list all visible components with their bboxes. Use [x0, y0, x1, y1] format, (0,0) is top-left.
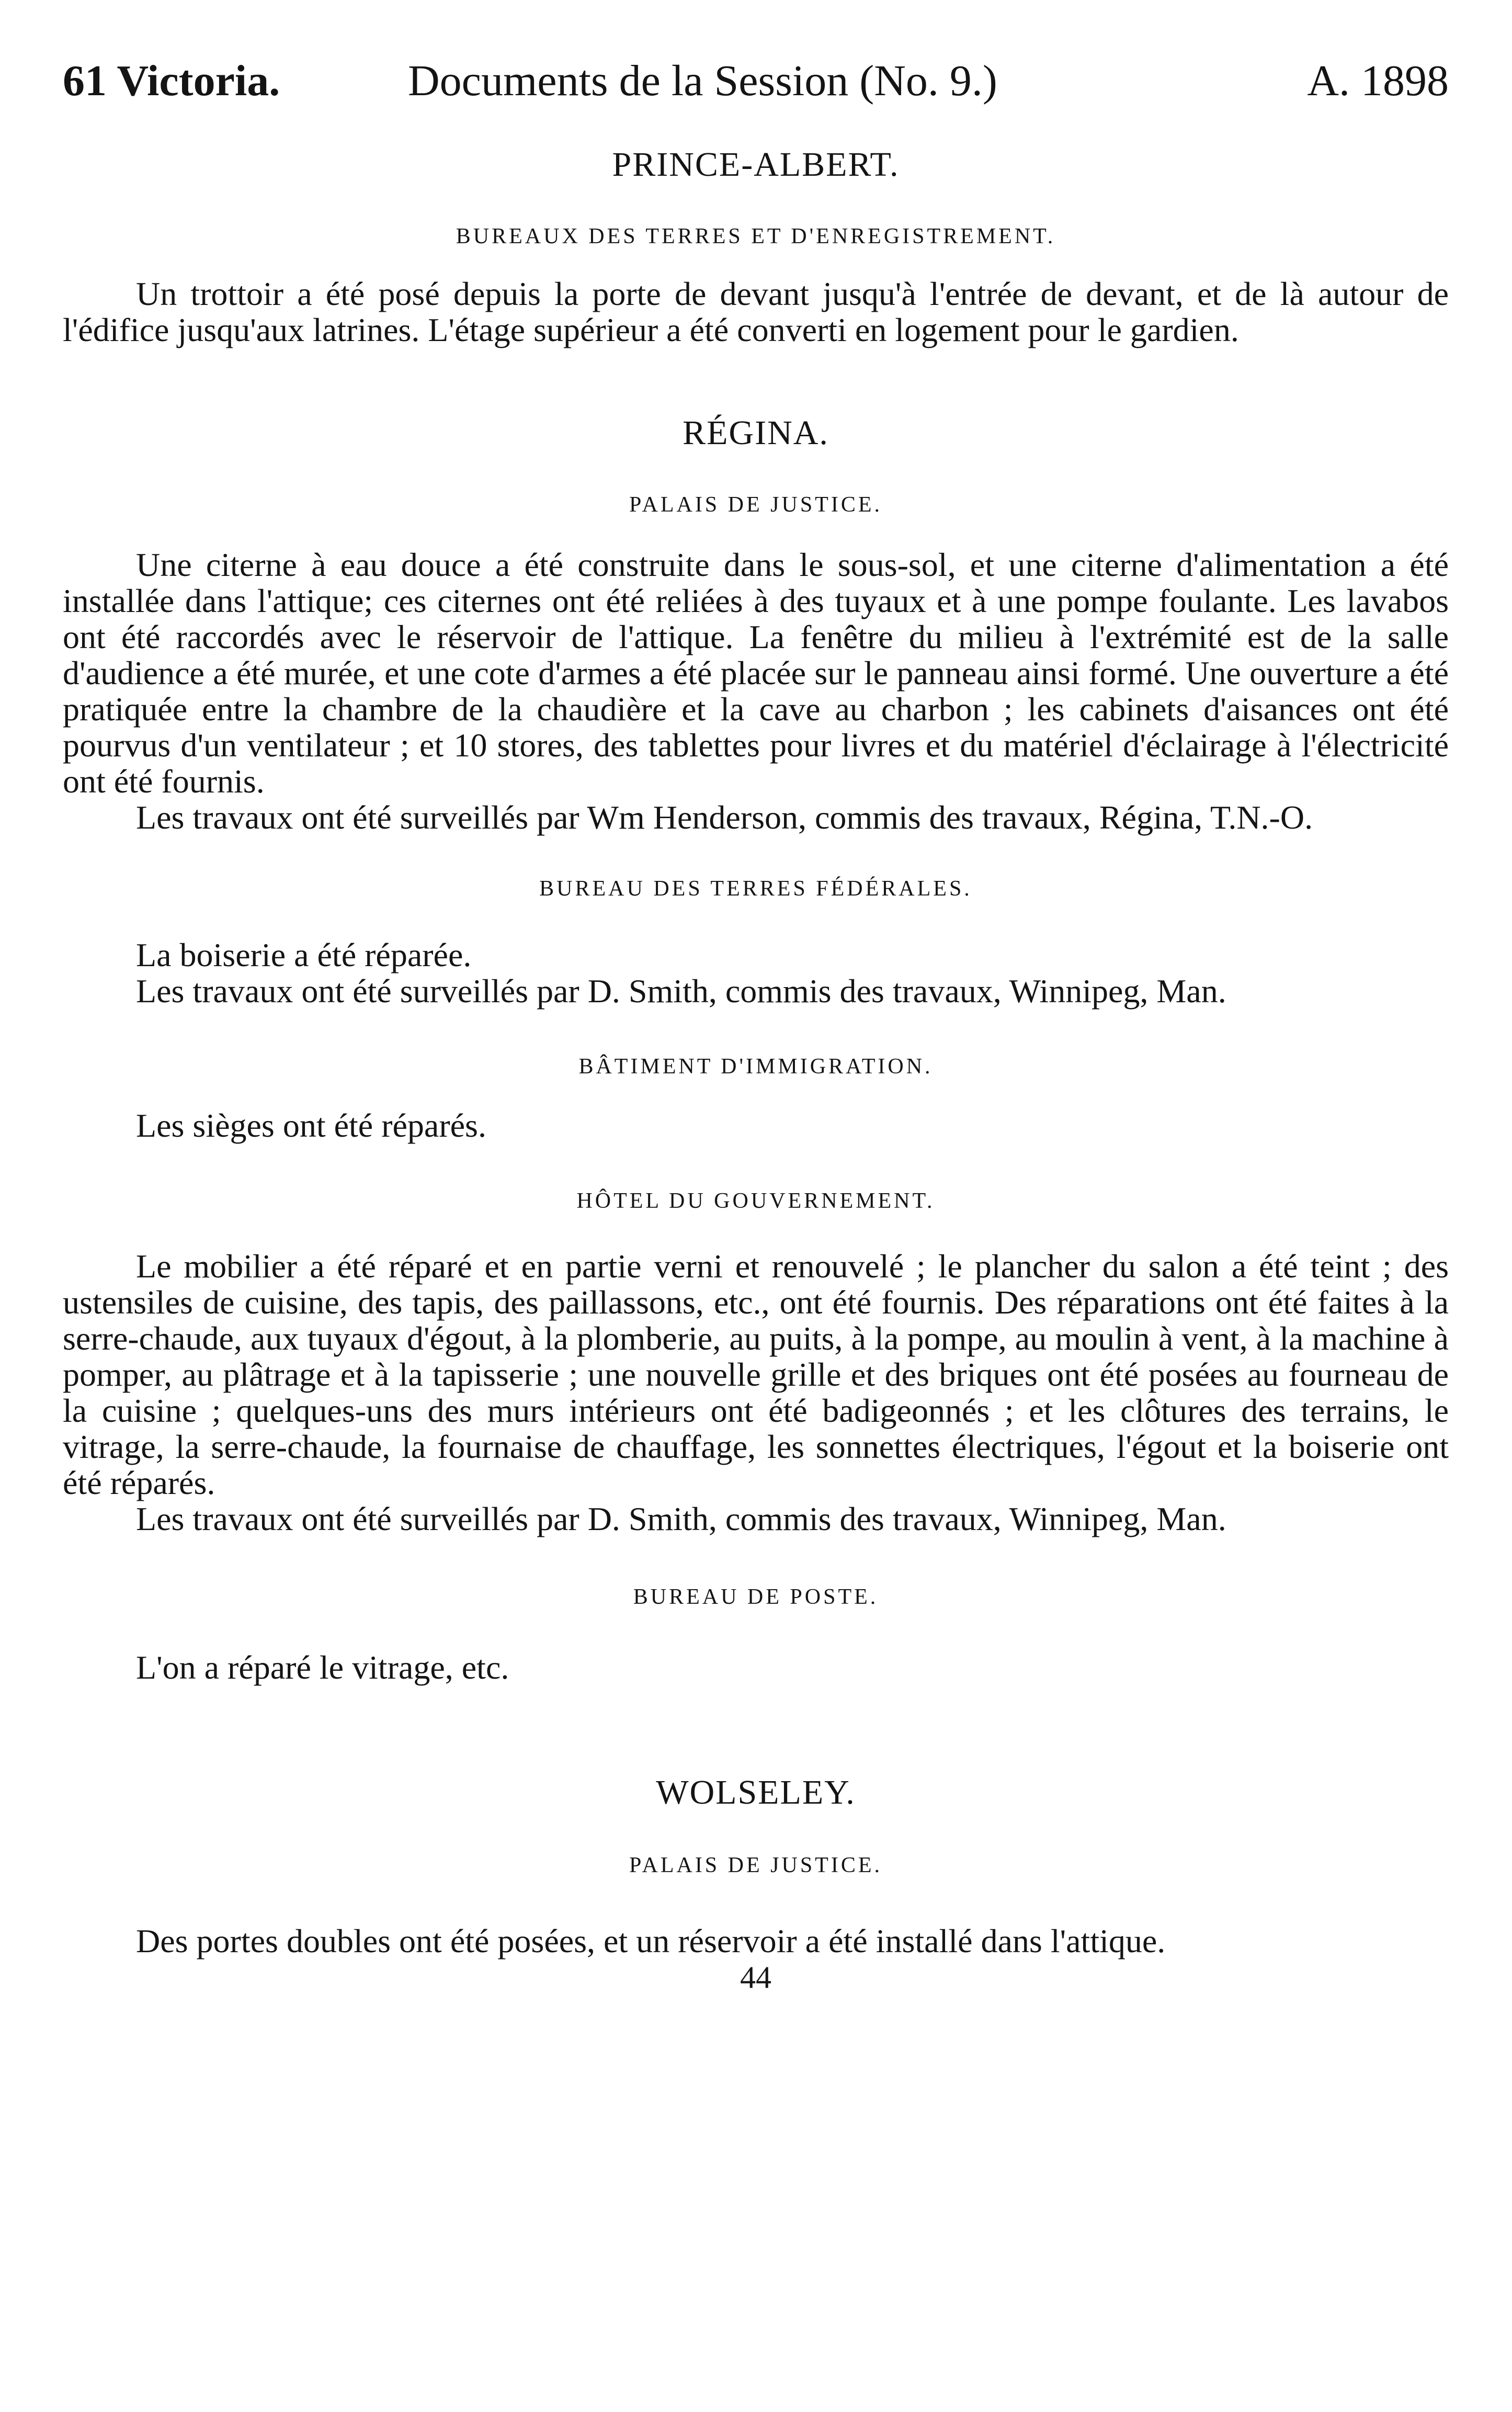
header-session: 61 Victoria.	[63, 56, 280, 105]
paragraph-travaux-smith-1: Les travaux ont été surveillés par D. Smith, commis des travaux, Winnipeg, Man.	[136, 972, 1226, 1010]
subheading-terres-federales: BUREAU DES TERRES FÉDÉRALES.	[539, 877, 972, 901]
subheading-immigration: BÂTIMENT D'IMMIGRATION.	[578, 1055, 933, 1079]
paragraph-portes-doubles: Des portes doubles ont été posées, et un réservoir a été installé dans l'attique.	[136, 1922, 1166, 1960]
subheading-bureaux-terres: BUREAUX DES TERRES ET D'ENREGISTREMENT.	[456, 224, 1056, 248]
page-header	[63, 42, 1449, 120]
paragraph-vitrage: L'on a réparé le vitrage, etc.	[136, 1649, 509, 1686]
paragraph-bureaux-terres: Un trottoir a été posé depuis la porte de devant jusqu'à l'entrée de devant, et de là autour de l'édifice jusqu'aux latrines. L'étage supérieur a été converti en logement pour le gardien.	[63, 275, 1449, 348]
subheading-palais-justice-regina: PALAIS DE JUSTICE.	[629, 493, 882, 517]
header-title: Documents de la Session (No. 9.)	[408, 56, 997, 105]
paragraph-palais-justice-regina: Une citerne à eau douce a été construite dans le sous-sol, et une citerne d'alimentation a été installée dans l'attique; ces citernes ont été reliées à des tuyaux et à une pompe foulante. Les lavabos ont été raccordés avec le réservoir de l'attique. La fenêtre du milieu à l'extrémité est de la salle d'audience a été murée, et une cote d'armes a été placée sur le panneau ainsi formé. Une ouverture a été pratiquée entre la chambre de la chaudière et la cave au charbon ; les cabinets d'aisances ont été pourvus d'un ventilateur ; et 10 stores, des tablettes pour livres et du matériel d'éclairage à l'électricité ont été fournis.	[63, 546, 1449, 800]
subheading-bureau-poste: BUREAU DE POSTE.	[633, 1585, 879, 1609]
paragraph-travaux-smith-2: Les travaux ont été surveillés par D. Smith, commis des travaux, Winnipeg, Man.	[136, 1500, 1226, 1537]
section-title-prince-albert: PRINCE-ALBERT.	[612, 145, 900, 184]
subheading-palais-justice-wolseley: PALAIS DE JUSTICE.	[629, 1853, 882, 1877]
page-number: 44	[740, 1960, 771, 1995]
section-title-regina: RÉGINA.	[683, 414, 829, 452]
paragraph-hotel-gouvernement: Le mobilier a été réparé et en partie verni et renouvelé ; le plancher du salon a été teint ; des ustensiles de cuisine, des tapis, des paillassons, etc., ont été fournis. Des réparations ont été faites à la serre-chaude, aux tuyaux d'égout, à la plomberie, au puits, à la pompe, au moulin à vent, à la machine à pomper, au plâtrage et à la tapisserie ; une nouvelle grille et des briques ont été posées au fourneau de la cuisine ; quelques-uns des murs intérieurs ont été badigeonnés ; et les clôtures des terrains, le vitrage, la serre-chaude, la fournaise de chauffage, les sonnettes électriques, l'égout et la boiserie ont été réparés.	[63, 1248, 1449, 1501]
paragraph-sieges: Les sièges ont été réparés.	[136, 1107, 486, 1144]
header-year: A. 1898	[1307, 56, 1449, 105]
subheading-hotel-gouvernement: HÔTEL DU GOUVERNEMENT.	[576, 1189, 935, 1213]
paragraph-travaux-henderson: Les travaux ont été surveillés par Wm Henderson, commis des travaux, Régina, T.N.-O.	[136, 799, 1313, 836]
section-title-wolseley: WOLSELEY.	[656, 1773, 856, 1811]
paragraph-boiserie: La boiserie a été réparée.	[136, 936, 472, 973]
document-page	[63, 42, 1449, 1996]
